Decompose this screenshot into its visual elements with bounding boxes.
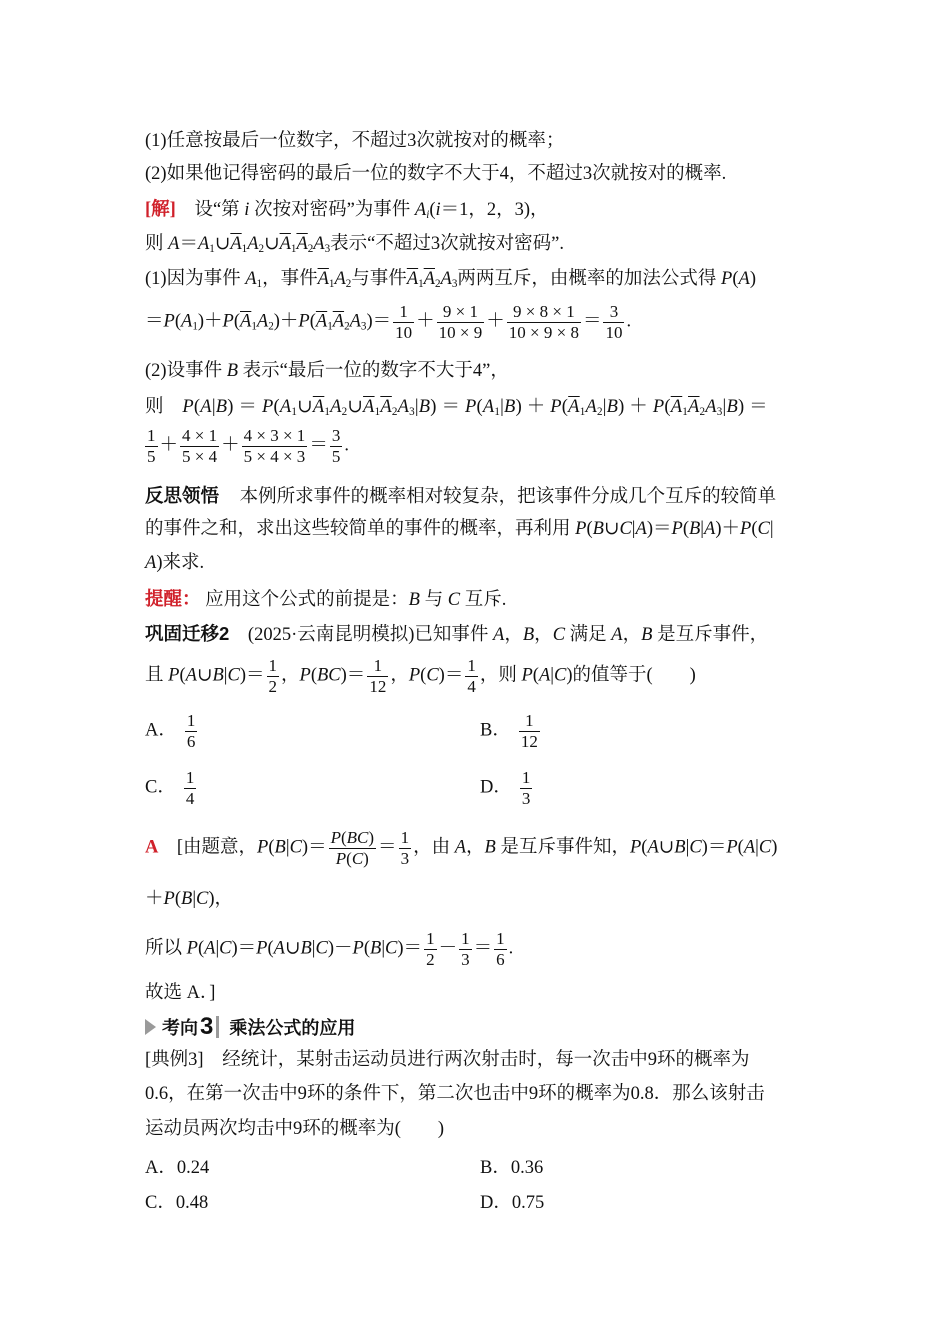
example-line-2 <box>145 1083 765 1105</box>
fraction: $\frac{1}{4}$ <box>467 656 476 696</box>
question-part-1 <box>145 130 564 152</box>
reflection-line-1 <box>145 485 776 508</box>
example-line-1 <box>145 1049 749 1071</box>
reminder-tag: 提醒： <box>145 588 201 609</box>
option-letter: C． <box>145 777 176 798</box>
fraction: $\frac{1}{2}$ <box>426 929 435 969</box>
solution-step-1b: $=P(A_1)+P(\overline{A}_1A_2)+P(\overline{A}_1\overline{A}_2A_3)=$ $\frac{1}{10}$ ＋ $\frac{9 \times 1}{10 \times 9}$ ＋ $\frac{9 \times 8 \times 1}{10 \times 9 \times 8}$ ＝ $\frac{3}{10}$ . <box>145 302 632 342</box>
example-option-d[interactable]: D．0.75 <box>480 1193 545 1213</box>
solution-tag: [解] <box>145 200 176 220</box>
fraction: $\frac{4 \times 1}{5 \times 4}$ <box>182 426 218 466</box>
q1-text: (1)任意按最后一位数字，不超过3次就按对的概率； <box>145 131 565 151</box>
fraction: $\frac{9 \times 8 \times 1}{10 \times 9 \times 8}$ <box>508 302 579 342</box>
option-letter: B． <box>480 720 511 741</box>
option-letter: D． <box>480 777 512 798</box>
answer-line-2: ＋P(B|C)， <box>145 889 234 909</box>
reflection-text-1: 本例所求事件的概率相对较复杂，把该事件分成几个互斥的较简单 <box>239 487 777 507</box>
example-tag: [典例3] <box>145 1050 204 1070</box>
fraction: $\frac{1}{3}$ <box>400 828 410 868</box>
option-letter: A． <box>145 720 177 741</box>
practice-question: 且 P(A∪B|C)＝ $\frac{1}{2}$ ，P(BC)＝ $\frac{1}{12}$ ，P(C)＝ $\frac{1}{4}$ ，则 P(A|C)的值等于( ) <box>145 656 696 696</box>
fraction: $\frac{1}{2}$ <box>268 656 277 696</box>
fraction: $\frac{3}{5}$ <box>331 426 341 466</box>
example-option-a[interactable]: A．0.24 <box>145 1158 210 1178</box>
fraction: $\frac{1}{12}$ <box>369 656 387 696</box>
triangle-icon <box>145 1019 156 1035</box>
fraction: $\frac{1}{3}$ <box>461 929 470 969</box>
fraction: $\frac{9 \times 1}{10 \times 9}$ <box>438 302 483 342</box>
option-fraction: $\frac{1}{12}$ <box>520 711 538 751</box>
practice-tag: 巩固迁移2 <box>145 623 230 644</box>
fraction: $\frac{3}{10}$ <box>605 302 623 342</box>
fraction: $\frac{1}{5}$ <box>147 426 156 466</box>
example-option-b[interactable]: B．0.36 <box>480 1158 544 1178</box>
answer-line-4 <box>145 982 215 1004</box>
reminder <box>145 588 506 611</box>
example-option-c[interactable]: C．0.48 <box>145 1193 209 1213</box>
option-c[interactable] <box>145 769 198 808</box>
answer-line-3: 所以 P(A|C)＝P(A∪B|C)－P(B|C)＝ $\frac{1}{2}$ － $\frac{1}{3}$ ＝ $\frac{1}{6}$ . <box>145 929 514 969</box>
answer-letter: A <box>145 837 159 858</box>
q2-text: (2)如果他记得密码的最后一位的数字不大于4，不超过3次就按对的概率. <box>145 164 727 184</box>
option-d[interactable] <box>480 769 534 808</box>
solution-step-2a: (2)设事件 B 表示“最后一位的数字不大于4”， <box>145 361 509 381</box>
option-fraction: $\frac{1}{6}$ <box>186 711 196 751</box>
fraction: $\frac{P(BC)}{P(C)}$ <box>330 828 375 868</box>
section-header <box>145 1013 355 1041</box>
reminder-text: 应用这个公式的前提是：B 与 C 互斥. <box>205 590 507 610</box>
question-part-2 <box>145 163 726 185</box>
solution-step-1a: (1)因为事件 $A_1$，事件$\overline{A}_1A_2$与事件$\overline{A}_1\overline{A}_2A_3$两两互斥，由概率的加法公式得 P(A) <box>145 269 756 290</box>
example-text-1: 经统计，某射击运动员进行两次射击时，每一次击中9环的概率为 <box>222 1050 750 1070</box>
example-text-2: 0.6，在第一次击中9环的条件下，第二次也击中9环的概率为0.8．那么该射击 <box>145 1084 765 1104</box>
fraction: $\frac{1}{10}$ <box>395 302 413 342</box>
answer-line-1: A [由题意，P(B|C)＝ $\frac{P(BC)}{P(C)}$ ＝ $\frac{1}{3}$ ，由 A，B 是互斥事件知，P(A∪B|C)＝P(A|C) <box>145 828 778 868</box>
example-text-3: 运动员两次均击中9环的概率为( ) <box>145 1119 445 1139</box>
reflection-tag: 反思领悟 <box>145 485 220 506</box>
reflection-line-3: A)来求. <box>145 553 205 573</box>
practice-heading <box>145 623 768 646</box>
divider <box>216 1016 219 1038</box>
practice-text: (2025·云南昆明模拟)已知事件 A，B，C 满足 A，B 是互斥事件， <box>247 625 769 645</box>
reflection-line-2: 的事件之和，求出这些较简单的事件的概率，再利用 P(B∪C|A)＝P(B|A)＋P(C| <box>145 519 774 539</box>
section-tag: 考向3 <box>162 1013 214 1040</box>
option-fraction: $\frac{1}{4}$ <box>185 768 195 808</box>
section-title: 乘法公式的应用 <box>229 1018 356 1038</box>
solution-step-2b: 则 $P(A|B) = P(A_1\cup\overline{A}_1A_2\cup\overline{A}_1\overline{A}_2A_3|B) = P(A_1|B) + P(\overline{A}_1A_2|B) + P(\overline{A}_1\overline{A}_2A_3|B)$ ＝ <box>145 397 768 418</box>
answer-conclusion: 故选 A．] <box>145 983 216 1003</box>
fraction: $\frac{4 \times 3 \times 1}{5 \times 4 \times 3}$ <box>243 426 306 466</box>
fraction: $\frac{1}{6}$ <box>496 929 505 969</box>
solution-intro <box>145 199 549 221</box>
option-a[interactable] <box>145 712 199 751</box>
solution-intro-text: 设“第 i 次按对密码”为事件 $A_i(i=1$，2，3)， <box>194 200 549 221</box>
option-b[interactable] <box>480 712 542 751</box>
event-A-definition: 则 $A=A_1\cup\overline{A}_1A_2\cup\overline{A}_1\overline{A}_2A_3$表示“不超过3次就按对密码”. <box>145 234 564 255</box>
example-line-3 <box>145 1118 444 1140</box>
option-fraction: $\frac{1}{3}$ <box>521 768 531 808</box>
solution-step-2c: $\frac{1}{5}$ ＋ $\frac{4 \times 1}{5 \times 4}$ ＋ $\frac{4 \times 3 \times 1}{5 \times 4 \times 3}$ ＝ $\frac{3}{5}$ . <box>147 426 349 466</box>
